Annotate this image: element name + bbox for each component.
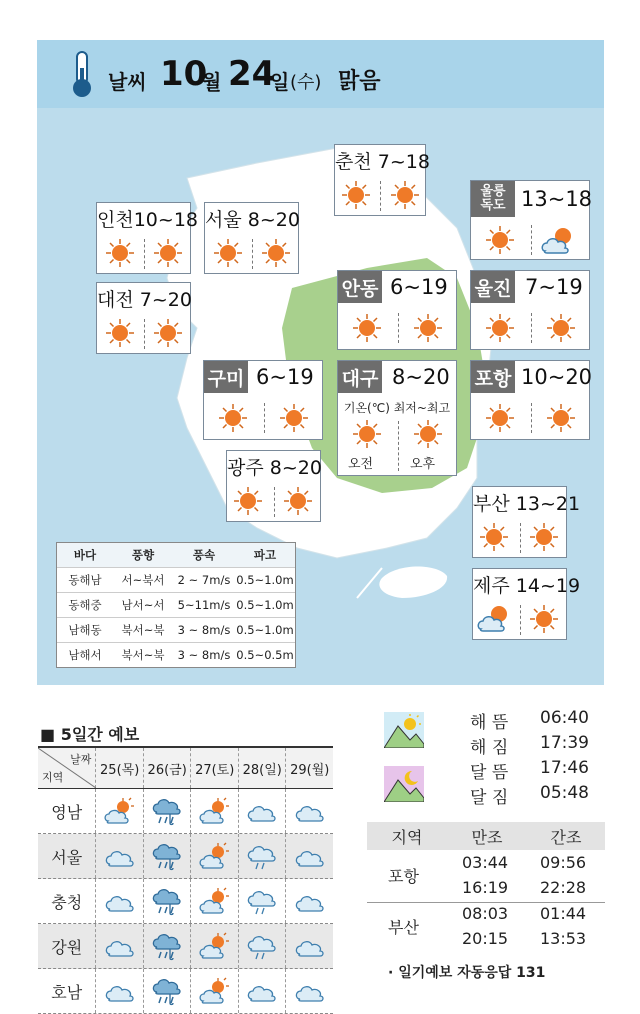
sun-icon: [413, 313, 443, 343]
city-card-busan: [472, 486, 581, 558]
sun-icon: [279, 403, 309, 433]
header-label: 날씨: [108, 70, 147, 94]
sea-header-cell: 파고: [253, 548, 277, 562]
tide-header-cell: 간조: [550, 827, 582, 847]
forecast-region: 영남: [51, 802, 83, 822]
city-badge: 울릉 독도: [471, 181, 515, 217]
thermometer-icon: [68, 50, 96, 98]
sea-table: [56, 542, 296, 668]
cloud-icon: [285, 789, 333, 833]
forecast-table: [38, 746, 333, 1014]
moonrise-icon: [384, 766, 424, 802]
tide-high: 16:19: [462, 878, 509, 897]
forecast-title: ■ 5일간 예보: [40, 725, 140, 744]
sun-icon: [105, 238, 135, 268]
rain-umbrella-icon: [143, 969, 191, 1013]
city-card-gumi: [203, 360, 323, 440]
city-card-ulleung: [470, 180, 593, 260]
cloud-rain-icon: [238, 834, 286, 878]
city-temp: 10~20: [521, 365, 593, 389]
city-label: 부산 13~21: [473, 493, 581, 515]
tide-divider: [367, 902, 605, 903]
sun-icon: [261, 238, 291, 268]
tide-high: 20:15: [462, 929, 509, 948]
sunrise-time: 06:40: [540, 708, 589, 728]
rain-umbrella-icon: [143, 834, 191, 878]
tide-low: 13:53: [540, 929, 587, 948]
sun-cloud-icon: [190, 879, 238, 923]
sea-cell: 북서~북: [121, 648, 165, 662]
forecast-day: 28(일): [238, 748, 286, 788]
forecast-region: 서울: [51, 847, 83, 867]
cloud-icon: [238, 969, 286, 1013]
forecast-row: [38, 969, 333, 1014]
header-day-unit: 일: [270, 70, 290, 94]
city-badge: 포항: [471, 361, 515, 393]
tide-low: 09:56: [540, 853, 587, 872]
city-card-daegu: [337, 360, 457, 476]
sea-cell: 북서~북: [121, 623, 165, 637]
temp-legend: 기온(℃) 최저~최고: [343, 401, 451, 415]
city-temp: 6~19: [390, 275, 448, 299]
city-card-incheon: [96, 202, 198, 274]
sea-header-cell: 풍향: [131, 548, 155, 562]
header-day: 24: [228, 54, 276, 94]
tide-header: [367, 822, 605, 850]
sun-icon: [485, 225, 515, 255]
sun-cloud-icon: [95, 789, 143, 833]
tide-region: 부산: [388, 918, 419, 937]
city-label: 대전 7~20: [97, 289, 192, 311]
tide-low: 22:28: [540, 878, 587, 897]
sea-cell: 서~북서: [121, 573, 165, 587]
sea-table-row: [57, 593, 295, 618]
sea-cell: 0.5~1.0m: [236, 598, 294, 612]
sun-icon: [352, 313, 382, 343]
city-card-gwangju: [226, 450, 321, 522]
cloud-icon: [95, 834, 143, 878]
sun-icon: [529, 522, 559, 552]
city-card-chuncheon: [334, 144, 430, 216]
sea-cell: 2 ~ 7m/s: [177, 573, 231, 587]
sun-icon: [479, 522, 509, 552]
sun-icon: [283, 486, 313, 516]
sun-icon: [529, 604, 559, 634]
sunset-label: 해 짐: [470, 738, 509, 758]
forecast-day: 27(토): [190, 748, 238, 788]
corner-region-label: 지역: [42, 771, 64, 784]
moonrise-time: 17:46: [540, 758, 589, 778]
sun-icon: [390, 180, 420, 210]
sun-icon: [233, 486, 263, 516]
header-condition: 맑음: [338, 69, 381, 94]
forecast-corner: [38, 748, 95, 788]
sun-icon: [413, 419, 443, 449]
sunrise-icon: [384, 712, 424, 748]
forecast-row: [38, 924, 333, 969]
sun-cloud-icon: [475, 601, 515, 635]
city-card-jeju: [472, 568, 581, 640]
tide-high: 08:03: [462, 904, 509, 923]
city-label: 광주 8~20: [227, 457, 322, 479]
sea-header-cell: 바다: [73, 548, 97, 562]
cloud-rain-icon: [238, 924, 286, 968]
sea-cell: 남서~서: [121, 598, 165, 612]
cloud-icon: [95, 969, 143, 1013]
forecast-region: 호남: [51, 982, 83, 1002]
sun-cloud-icon: [190, 834, 238, 878]
city-label: 인천10~18: [97, 209, 198, 231]
tide-header-cell: 만조: [471, 827, 503, 847]
sea-cell: 3 ~ 8m/s: [177, 623, 231, 637]
am-label: 오전: [348, 457, 374, 472]
city-card-andong: [337, 270, 457, 350]
cloud-icon: [285, 879, 333, 923]
sea-table-row: [57, 618, 295, 643]
forecast-day: 26(금): [143, 748, 191, 788]
sea-cell: 0.5~1.0m: [236, 623, 294, 637]
city-temp: 13~18: [521, 187, 593, 211]
city-card-seoul: [204, 202, 299, 274]
sea-table-header: [57, 543, 295, 568]
forecast-day: 29(월): [285, 748, 333, 788]
sun-icon: [153, 238, 183, 268]
forecast-row: [38, 789, 333, 834]
forecast-row: [38, 834, 333, 879]
city-badge: 안동: [338, 271, 382, 303]
sun-cloud-icon: [190, 789, 238, 833]
cloud-icon: [238, 789, 286, 833]
forecast-region: 강원: [51, 937, 83, 957]
sun-cloud-icon: [190, 969, 238, 1013]
header-weekday: (수): [290, 72, 322, 93]
phone-footnote: · 일기예보 자동응답 131: [388, 965, 546, 981]
tide-low: 01:44: [540, 904, 587, 923]
sun-icon: [105, 318, 135, 348]
sun-icon: [218, 403, 248, 433]
sun-icon: [546, 313, 576, 343]
city-temp: 7~19: [525, 275, 583, 299]
cloud-rain-icon: [238, 879, 286, 923]
sun-icon: [213, 238, 243, 268]
sea-cell: 동해중: [68, 598, 102, 612]
corner-date-label: 날짜: [70, 753, 92, 766]
city-badge: 울진: [471, 271, 515, 303]
city-temp: 6~19: [256, 365, 314, 389]
sea-cell: 5~11m/s: [177, 598, 231, 612]
pm-label: 오후: [410, 457, 436, 472]
cloud-icon: [285, 834, 333, 878]
sunset-time: 17:39: [540, 733, 589, 753]
sea-cell: 남해동: [68, 623, 102, 637]
moonset-label: 달 짐: [470, 788, 509, 808]
forecast-day: 25(목): [95, 748, 143, 788]
sun-cloud-icon: [539, 223, 579, 257]
rain-umbrella-icon: [143, 789, 191, 833]
tide-header-cell: 지역: [391, 827, 423, 847]
city-card-daejeon: [96, 282, 191, 354]
sun-cloud-icon: [190, 924, 238, 968]
forecast-region: 충청: [51, 892, 83, 912]
cloud-icon: [285, 969, 333, 1013]
cloud-icon: [95, 924, 143, 968]
sea-cell: 0.5~0.5m: [236, 648, 294, 662]
sun-icon: [546, 403, 576, 433]
rain-umbrella-icon: [143, 924, 191, 968]
sea-header-cell: 풍속: [192, 548, 216, 562]
city-badge: 대구: [338, 361, 382, 393]
city-badge: 구미: [204, 361, 248, 393]
rain-umbrella-icon: [143, 879, 191, 923]
forecast-row: [38, 879, 333, 924]
cloud-icon: [95, 879, 143, 923]
sunrise-label: 해 뜸: [470, 713, 509, 733]
sea-cell: 0.5~1.0m: [236, 573, 294, 587]
moonrise-label: 달 뜸: [470, 763, 509, 783]
city-card-pohang: [470, 360, 593, 440]
sun-icon: [485, 403, 515, 433]
sea-cell: 동해남: [68, 573, 102, 587]
city-card-uljin: [470, 270, 590, 350]
sun-icon: [341, 180, 371, 210]
tide-high: 03:44: [462, 853, 509, 872]
tide-region: 포항: [388, 867, 419, 886]
city-label: 춘천 7~18: [335, 151, 430, 173]
sea-cell: 남해서: [68, 648, 102, 662]
sea-table-row: [57, 568, 295, 593]
forecast-header: [38, 748, 333, 789]
sea-table-row: [57, 643, 295, 667]
header-month: 10: [160, 54, 208, 94]
sun-icon: [153, 318, 183, 348]
sea-cell: 3 ~ 8m/s: [177, 648, 231, 662]
city-label: 제주 14~19: [473, 575, 581, 597]
city-label: 서울 8~20: [205, 209, 300, 231]
header-month-unit: 월: [202, 70, 222, 94]
sun-icon: [485, 313, 515, 343]
moonset-time: 05:48: [540, 783, 589, 803]
city-temp: 8~20: [392, 365, 450, 389]
cloud-icon: [285, 924, 333, 968]
sun-icon: [352, 419, 382, 449]
